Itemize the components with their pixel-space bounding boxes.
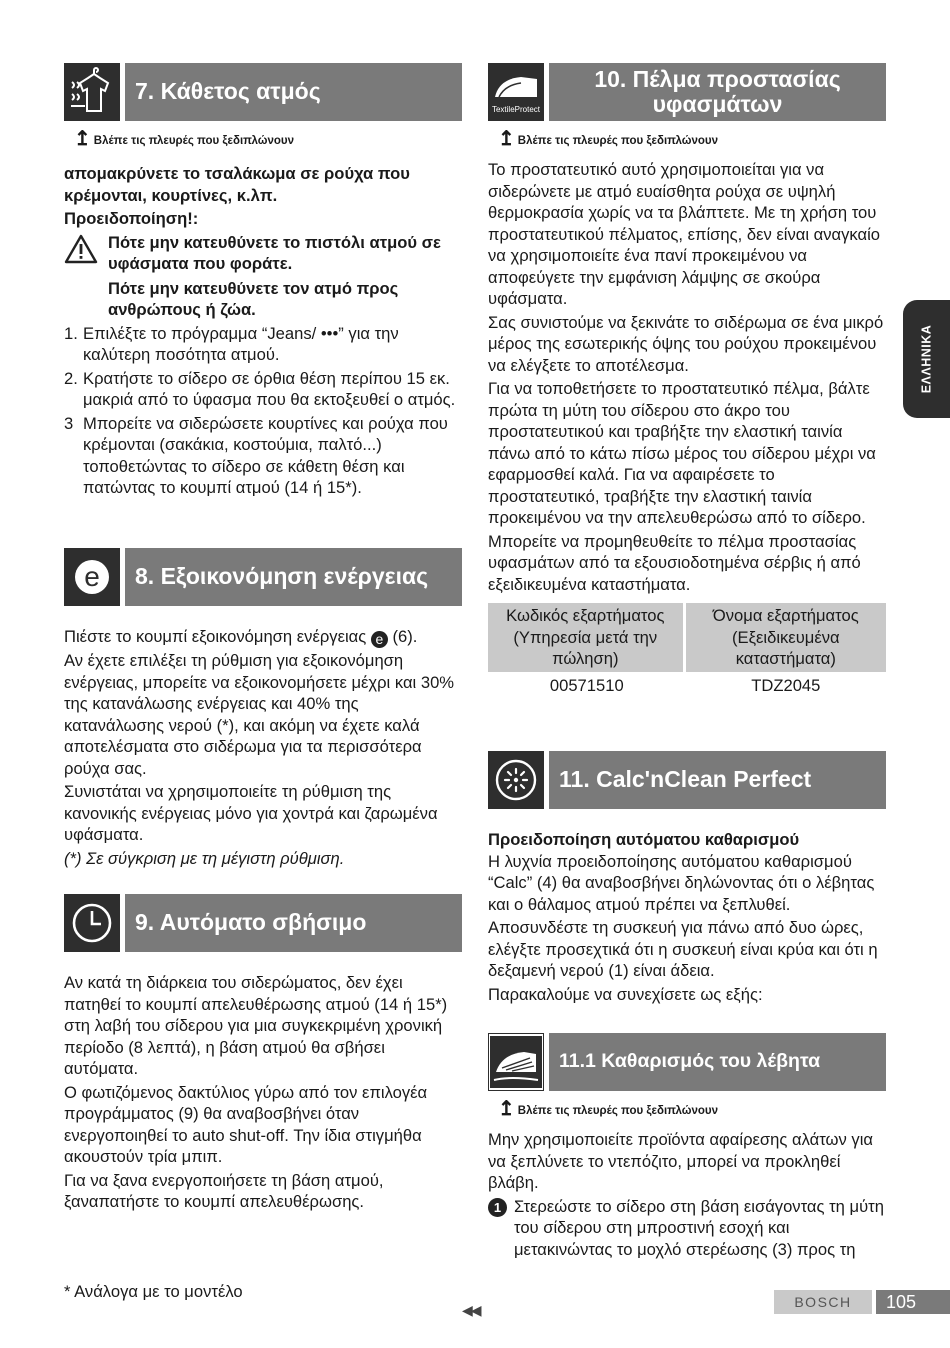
section-10 [488, 63, 886, 699]
section-8 [64, 548, 462, 869]
eco-e-icon [64, 548, 120, 606]
see-foldout-hint [498, 1098, 886, 1120]
warning-text-2: Πότε μην κατευθύνετε τον ατμό προς ανθρώπους ή ζώα. [108, 278, 399, 319]
section-7-steps [64, 323, 462, 499]
language-tab [903, 300, 950, 418]
step-item: 1. Επιλέξτε το πρόγραμμα “Jeans/ •••” για την καλύτερη ποσότητα ατμού. [64, 323, 399, 364]
section-9-p3: Για να ξανα ενεργοποιήσετε τη βάση ατμού, ξαναπατήστε το κουμπί απελευθέρωσης. [64, 1170, 384, 1211]
warning-text-1: Πότε μην κατευθύνετε το πιστόλι ατμού σε υφάσματα που φοράτε. [108, 232, 441, 273]
section-10-p2: Σας συνιστούμε να ξεκινάτε το σιδέρωμα σε ένα μικρό μέρος της εσωτερικής όψης του ρούχου προκειμένου να ελέγξετε το αποτέλεσμα. [488, 312, 884, 375]
section-10-header [488, 63, 886, 121]
arrow-up-icon: ↥ [74, 128, 91, 150]
step-item: 3 Μπορείτε να σιδερώσετε κουρτίνες και ρούχα που κρέμονται (σακάκια, κοστούμια, παλτό...) τοποθετώντας το σίδερο σε κάθετη θέση και πατώντας το κουμπί ατμού (14 ή 15*). [64, 413, 448, 497]
svg-text:e: e [84, 561, 100, 592]
step-text: Στερεώστε το σίδερο στη βάση εισάγοντας τη μύτη του σίδερου στη μπροστινή εσοχή και μετακινώντας το μοχλό στερέωσης (3) προς τη [514, 1196, 884, 1259]
parts-table-header-code: Κωδικός εξαρτήματος (Υπηρεσία μετά την πώληση) [488, 603, 686, 672]
section-11-1-header [488, 1033, 886, 1091]
section-11-header [488, 751, 886, 809]
section-9-p1: Αν κατά τη διάρκεια του σιδερώματος, δεν έχει πατηθεί το κουμπί απελευθέρωσης ατμού (14 ή 15*) στη λαβή του σίδερου για μια συγκεκριμένη χρονική περίοδο (8 λεπτά), η βάση ατμού θα σβήσει αυτόματα. [64, 973, 448, 1078]
section-8-header [64, 548, 462, 606]
arrow-up-icon: ↥ [498, 1098, 515, 1120]
section-9 [64, 894, 462, 1213]
brand-label: BOSCH [774, 1290, 872, 1314]
step-item: 2. Κρατήστε το σίδερο σε όρθια θέση περίπου 15 εκ. μακριά από το ύφασμα που θα εκτοξευθεί ο ατμός. [64, 368, 456, 409]
section-11-1-title: 11.1 Καθαρισμός του λέβητα [549, 1033, 886, 1091]
textile-protect-icon [488, 63, 544, 121]
warning-block [64, 232, 462, 321]
section-8-title: 8. Εξοικονόμηση ενέργειας [125, 548, 462, 606]
left-column [64, 63, 462, 499]
see-foldout-hint [498, 128, 886, 150]
section-11-p2: Αποσυνδέστε τη συσκευή για πάνω από δυο ώρες, ελέγξτε προσεχτικά ότι η συσκευή είναι κρύα και ότι η δεξαμενή νερού (1) είναι άδεια. [488, 918, 878, 980]
parts-table-cell-code: 00571510 [549, 675, 624, 695]
section-10-p4: Μπορείτε να προμηθευθείτε το πέλμα προστασίας υφασμάτων από τα εξουσιοδοτημένα σέρβις ή από εξειδικευμένα καταστήματα. [488, 531, 861, 594]
section-8-footnote: (*) Σε σύγκριση με τη μέγιστη ρύθμιση. [64, 848, 345, 868]
section-11-title: 11. Calc'nClean Perfect [549, 751, 886, 809]
page-number: 105 [876, 1290, 950, 1314]
back-arrows-icon: ◀◀ [462, 1302, 480, 1318]
parts-table [488, 603, 886, 699]
boiler-cleaning-icon [488, 1033, 544, 1091]
section-11-1 [488, 1033, 886, 1260]
warning-triangle-icon [64, 232, 100, 321]
section-10-p1: Το προστατευτικό αυτό χρησιμοποιείται για να σιδερώνετε με ατμό ευαίσθητα ρούχα σε υψηλή θερμοκρασία χωρίς να τα βλάπτετε. Με τη χρήση του προστατευτικού πέλματος, επίσης, δεν είναι αναγκαίο να χρησιμοποιείτε ένα πανί προκειμένου να αποφεύγετε την εμφάνιση λάμψης σε σκούρα υφάσματα. [488, 160, 881, 308]
textile-protect-label: TextileProtect [491, 104, 541, 114]
see-foldout-hint [74, 128, 462, 150]
vertical-steam-icon [64, 63, 120, 121]
section-11 [488, 751, 886, 1005]
section-11-1-p1: Μην χρησιμοποιείτε προϊόντα αφαίρεσης αλάτων για να ξεπλύνετε το ντεπόζιτο, μπορεί να προκληθεί βλάβη. [488, 1130, 873, 1192]
hint-text: Βλέπε τις πλευρές που ξεδιπλώνουν [517, 1105, 719, 1117]
section-10-title: 10. Πέλμα προστασίας υφασμάτων [549, 63, 886, 121]
eco-e-inline-icon: e [371, 631, 388, 648]
section-9-header [64, 894, 462, 952]
hint-text: Βλέπε τις πλευρές που ξεδιπλώνουν [517, 135, 719, 147]
clock-icon [64, 894, 120, 952]
parts-table-cell-name: TDZ2045 [751, 675, 821, 695]
section-11-p3: Παρακαλούμε να συνεχίσετε ως εξής: [488, 984, 763, 1004]
section-7-intro: απομακρύνετε το τσαλάκωμα σε ρούχα που κρέμονται, κουρτίνες, κ.λπ. [64, 164, 410, 205]
section-8-p2: Αν έχετε επιλέξει τη ρύθμιση για εξοικονόμηση ενέργειας, μπορείτε να εξοικονομήσετε μέχρι και 30% της κατανάλωσης ενέργειας και 40% της κατανάλωσης νερού (*), και ακόμη να έχετε καλά αποτελέσματα στο σιδέρωμα για τα περισσότερα ρούχα σας. [64, 651, 455, 778]
section-7-header [64, 63, 462, 121]
section-8-p3: Συνιστάται να χρησιμοποιείτε τη ρύθμιση της κανονικής ενέργειας μόνο για χοντρά και ζαρωμένα υφάσματα. [64, 782, 438, 845]
language-tab-label: ΕΛΛΗΝΙΚΑ [919, 324, 934, 394]
section-10-p3: Για να τοποθετήσετε το προστατευτικό πέλμα, βάλτε πρώτα τη μύτη του σίδερου στο άκρο του προστατευτικού και τραβήξτε την ελαστική ταινία πάνω από το κάτω πίσω μέρος του σίδερου μέχρι να εφαρμοσθεί καλά. Για να αφαιρέσετε το προστατευτικό, τραβήξτε την ελαστική ταινία προκειμένου να την απελευθερώσω από το σίδερο. [488, 379, 876, 527]
step-item [488, 1196, 886, 1261]
section-8-p1: Πιέστε το κουμπί εξοικονόμηση ενέργειας e (6). [64, 627, 418, 647]
footer-note: * Ανάλογα με το μοντέλο [64, 1282, 243, 1301]
section-11-p1: Η λυχνία προειδοποίησης αυτόματου καθαρισμού “Calc” (4) θα αναβοσβήνει δηλώνοντας ότι ο λέβητας και ο θάλαμος ατμού πρέπει να ξεπλυθεί. [488, 851, 875, 914]
section-9-p2: Ο φωτιζόμενος δακτύλιος γύρω από τον επιλογέα προγράμματος (9) θα αναβοσβήνει όταν ενεργοποιηθεί το auto shut-off. Την ίδια στιγμήθα ακουστούν τρία μπιπ. [64, 1082, 428, 1166]
warning-label: Προειδοποίηση!: [64, 209, 199, 228]
parts-table-header-name: Όνομα εξαρτήματος (Εξειδικευμένα καταστήματα) [686, 603, 886, 672]
section-11-subheading: Προειδοποίηση αυτόματου καθαρισμού [488, 830, 800, 849]
calc-clean-icon [488, 751, 544, 809]
arrow-up-icon: ↥ [498, 128, 515, 150]
hint-text: Βλέπε τις πλευρές που ξεδιπλώνουν [93, 135, 295, 147]
section-9-title: 9. Αυτόματο σβήσιμο [125, 894, 462, 952]
section-7-title: 7. Κάθετος ατμός [125, 63, 462, 121]
step-number-badge: 1 [488, 1198, 507, 1217]
